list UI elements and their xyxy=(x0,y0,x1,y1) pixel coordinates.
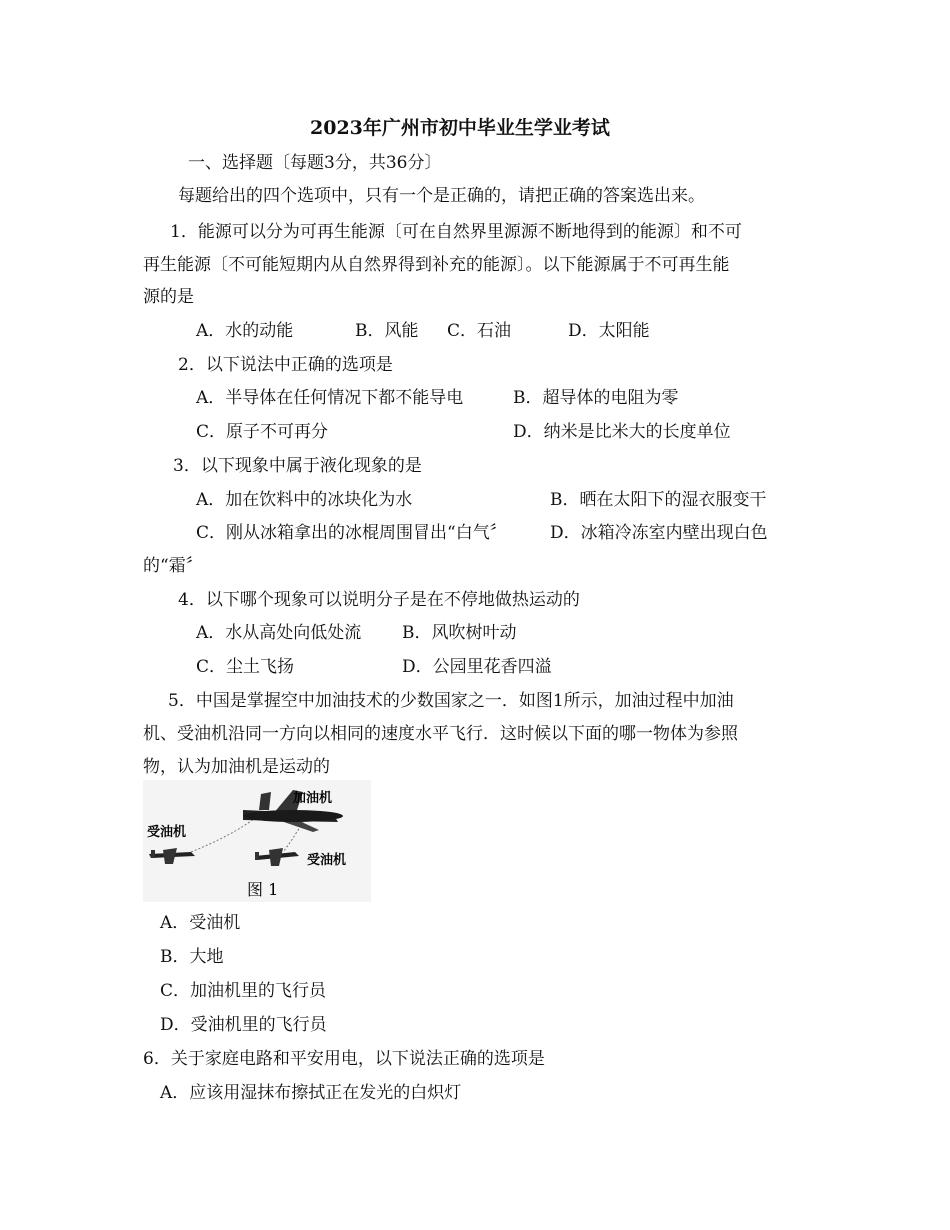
q1-stem-line-1: 1．能源可以分为可再生能源〔可在自然界里源源不断地得到的能源〕和不可 xyxy=(170,222,742,242)
q5-stem-line-3: 物，认为加油机是运动的 xyxy=(143,757,330,777)
q4-option-b: B．风吹树叶动 xyxy=(402,623,517,643)
q3-option-d: D．冰箱冷冻室内壁出现白色 xyxy=(550,523,768,543)
q1-stem-line-2: 再生能源〔不可能短期内从自然界得到补充的能源〕。以下能源属于不可再生能 xyxy=(143,255,730,275)
q2-option-a: A．半导体在任何情况下都不能导电 xyxy=(196,388,464,408)
q3-option-a: A．加在饮料中的冰块化为水 xyxy=(196,490,413,510)
figure-caption: 图 1 xyxy=(247,880,279,899)
receiver-left-label: 受油机 xyxy=(147,825,187,840)
section-instruction: 每题给出的四个选项中，只有一个是正确的，请把正确的答案选出来。 xyxy=(178,186,705,206)
q3-stem: 3．以下现象中属于液化现象的是 xyxy=(173,456,422,476)
refueling-illustration xyxy=(143,780,371,902)
q3-option-c: C．刚从冰箱拿出的冰棍周围冒出“白气〞 xyxy=(196,523,507,543)
q5-stem-line-1: 5．中国是掌握空中加油技术的少数国家之一．如图1所示，加油过程中加油 xyxy=(168,691,734,711)
q4-option-c: C．尘土飞扬 xyxy=(196,657,295,677)
q5-option-d: D．受油机里的飞行员 xyxy=(160,1015,327,1035)
q1-stem-line-3: 源的是 xyxy=(143,287,194,307)
q3-option-b: B．晒在太阳下的湿衣服变干 xyxy=(550,490,767,510)
q2-stem: 2．以下说法中正确的选项是 xyxy=(178,355,393,375)
q1-option-c: C．石油 xyxy=(447,321,512,341)
q1-option-b: B．风能 xyxy=(355,321,419,341)
q1-option-a: A．水的动能 xyxy=(196,321,294,341)
q4-option-d: D．公园里花香四溢 xyxy=(402,657,552,677)
page-title: 2023年广州市初中毕业生学业考试 xyxy=(310,117,610,139)
q1-option-d: D．太阳能 xyxy=(568,321,650,341)
refueling-figure xyxy=(143,780,371,902)
q2-option-b: B．超导体的电阻为零 xyxy=(513,388,679,408)
q2-option-d: D．纳米是比米大的长度单位 xyxy=(513,422,731,442)
q4-stem: 4．以下哪个现象可以说明分子是在不停地做热运动的 xyxy=(178,590,580,610)
section-heading: 一、选择题〔每题3分，共36分〕 xyxy=(188,153,442,173)
q4-option-a: A．水从高处向低处流 xyxy=(196,623,362,643)
q5-option-a: A．受油机 xyxy=(160,913,241,933)
q5-option-b: B．大地 xyxy=(160,947,224,967)
q5-option-c: C．加油机里的飞行员 xyxy=(160,981,327,1001)
receiver-right-label: 受油机 xyxy=(307,853,347,868)
tanker-label: 加油机 xyxy=(293,791,333,806)
q6-stem: 6．关于家庭电路和平安用电，以下说法正确的选项是 xyxy=(143,1049,545,1069)
q3-option-d-continued: 的“霜〞 xyxy=(143,556,203,576)
q2-option-c: C．原子不可再分 xyxy=(196,422,329,442)
q5-stem-line-2: 机、受油机沿同一方向以相同的速度水平飞行．这时候以下面的哪一物体为参照 xyxy=(143,724,738,744)
q6-option-a: A．应该用湿抹布擦拭正在发光的白炽灯 xyxy=(160,1083,462,1103)
